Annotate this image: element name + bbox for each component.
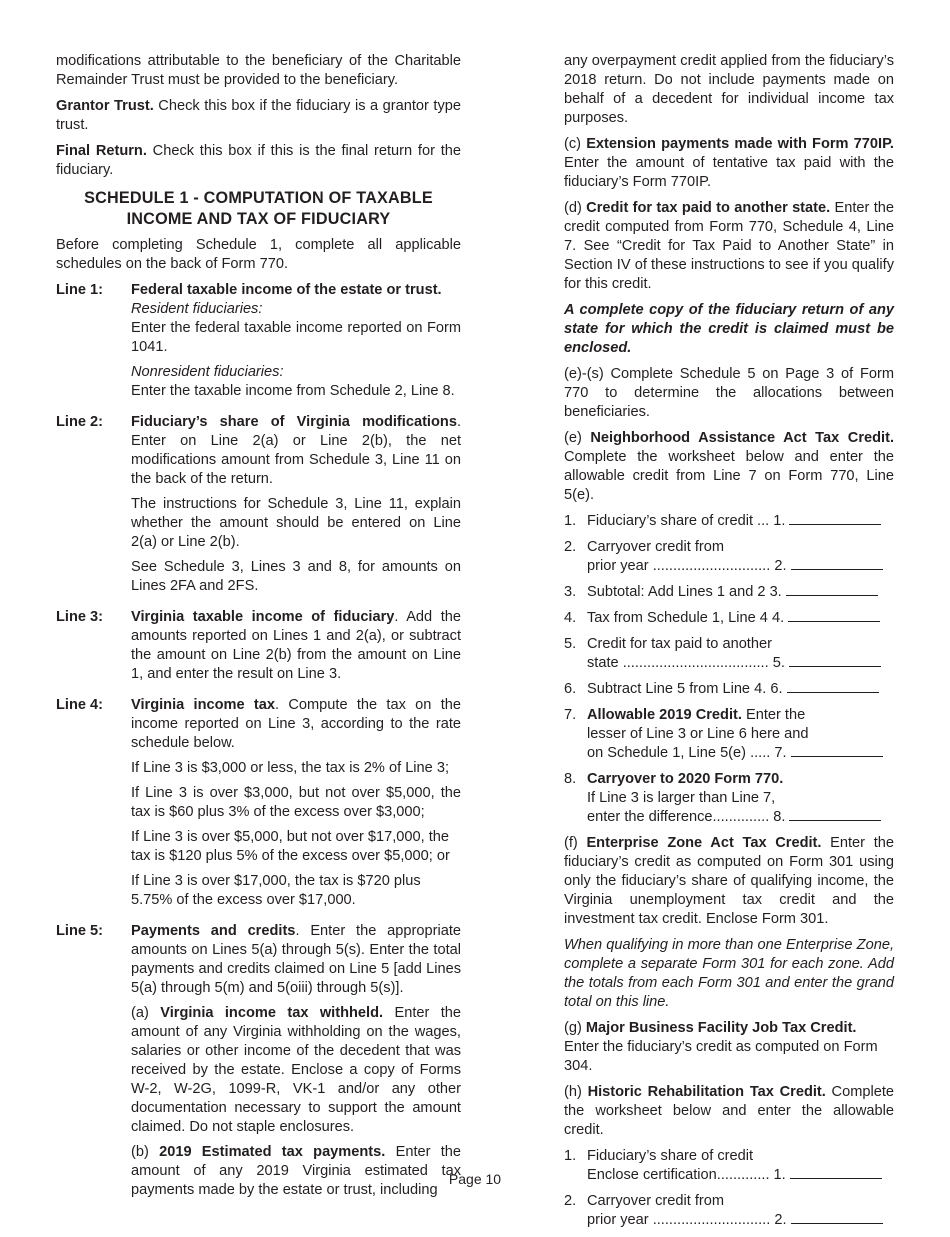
worksheet-line-text: on Schedule 1, Line 5(e) ..... 7.: [587, 745, 787, 761]
line-5b-prefix: (b): [131, 1144, 160, 1160]
worksheet-line-title: Carryover to 2020 Form 770.: [587, 771, 784, 787]
worksheet-line: [564, 706, 894, 763]
grantor-trust-text: Check this box if the fiduciary is a grantor type trust.: [56, 98, 461, 133]
worksheet-line-number: 7.: [564, 707, 577, 723]
line-5b-continuation: any overpayment credit applied from the fiduciary’s 2018 return. Do not include payments made on behalf of a decedent for individual income tax purposes.: [564, 53, 894, 126]
left-column: [56, 52, 461, 1212]
line-5g-paragraph: [564, 1019, 894, 1076]
worksheet-line-text: Fiduciary’s share of credit: [587, 1148, 754, 1164]
grantor-trust-paragraph: [56, 97, 461, 135]
worksheet-line-text: Subtract Line 5 from Line 4. 6.: [587, 681, 783, 697]
nonresident-fiduciaries-heading: Nonresident fiduciaries:: [131, 364, 284, 380]
line-5e-text: Complete the worksheet below and enter the allowable credit from Line 7 on Form 770, Line 5(e).: [564, 449, 894, 503]
worksheet-line-title: Allowable 2019 Credit.: [587, 707, 742, 723]
worksheet-line-text: Carryover credit from: [587, 539, 725, 555]
worksheet-line-text: state .................................... 5.: [587, 655, 785, 671]
worksheet-entry-blank: [787, 680, 879, 693]
line-4-text: . Compute the tax on the income reported on Line 3, according to the rate schedule below.: [131, 697, 461, 751]
worksheet-line-text: Enter the: [741, 707, 806, 723]
line-5d-prefix: (d): [564, 200, 587, 216]
final-return-text: Check this box if this is the final return for the fiduciary.: [56, 143, 461, 178]
line-5e-title: Neighborhood Assistance Act Tax Credit.: [590, 430, 895, 446]
line-2-paragraph-3: See Schedule 3, Lines 3 and 8, for amounts on Lines 2FA and 2FS.: [131, 559, 461, 594]
worksheet-line-text: prior year ............................. 2.: [587, 558, 787, 574]
line-5a-text: Enter the amount of any Virginia withholding on the wages, salaries or other income of the decedent that was received by the estate. Enclose a copy of Forms W-2, W-2G, 1099-R, VK-1 and/or any other documentation necessary to support the amount claimed. Do not staple enclosures.: [131, 1005, 462, 1135]
line-5a-title: Virginia income tax withheld.: [160, 1005, 384, 1021]
worksheet-entry-blank: [791, 1211, 883, 1224]
worksheet-line-number: 8.: [564, 771, 577, 787]
schedule-title-line-2: INCOME AND TAX OF FIDUCIARY: [126, 210, 391, 228]
line-4-title: Virginia income tax: [131, 697, 276, 713]
line-4-label: Line 4:: [56, 697, 104, 713]
line-1-label: Line 1:: [56, 282, 104, 298]
worksheet-line-number: 4.: [564, 610, 577, 626]
line-5d-note: [564, 301, 894, 358]
worksheet-line-text: Fiduciary’s share of credit ... 1.: [587, 513, 786, 529]
line-1-title: Federal taxable income of the estate or trust.: [131, 282, 442, 298]
line-5h-paragraph: [564, 1083, 894, 1140]
line-2-label: Line 2:: [56, 414, 104, 430]
tax-rate-1: If Line 3 is $3,000 or less, the tax is 2% of Line 3;: [131, 760, 450, 776]
line-1-instruction: [56, 281, 461, 407]
worksheet-entry-blank: [789, 654, 881, 667]
worksheet-line: [564, 609, 894, 628]
worksheet-line-text: Credit for tax paid to another: [587, 636, 772, 652]
worksheet-line: [564, 512, 894, 531]
schedule-1-title: [56, 188, 461, 230]
worksheet-line-number: 1.: [564, 513, 577, 529]
tax-rate-2: If Line 3 is over $3,000, but not over $5,000, the tax is $60 plus 3% of the excess over $3,000;: [131, 785, 461, 820]
line-5e-prefix: (e): [564, 430, 591, 446]
line-5-instruction: [56, 922, 461, 1206]
page-number: Page 10: [448, 1171, 502, 1187]
line-5f-note-text: When qualifying in more than one Enterprise Zone, complete a separate Form 301 for each zone. Add the totals from each Form 301 and enter the grand total on this line.: [564, 937, 894, 1010]
worksheet-entry-blank: [788, 609, 880, 622]
worksheet-line: [564, 583, 894, 602]
line-5d-paragraph: [564, 199, 894, 294]
line-5d-note-text: A complete copy of the fiduciary return of any state for which the credit is claimed must be enclosed.: [564, 302, 894, 356]
grantor-trust-label: Grantor Trust.: [56, 98, 154, 114]
worksheet-line-text: lesser of Line 3 or Line 6 here and: [587, 726, 809, 742]
line-5f-title: Enterprise Zone Act Tax Credit.: [586, 835, 822, 851]
worksheet-line: [564, 770, 894, 827]
worksheet-line-text: If Line 3 is larger than Line 7,: [587, 790, 776, 806]
line-5f-text: Enter the fiduciary’s credit as computed on Form 301 using only the fiduciary’s share of qualifying income, the Virginia unemployment tax credit and the investment tax credit. Enclose Form 301.: [564, 835, 894, 927]
line-5h-prefix: (h): [564, 1084, 588, 1100]
worksheet-line: [564, 538, 894, 576]
line-5-title: Payments and credits: [131, 923, 296, 939]
worksheet-entry-blank: [791, 557, 883, 570]
neighborhood-worksheet: [564, 512, 894, 827]
worksheet-line-text: enter the difference.............. 8.: [587, 809, 786, 825]
worksheet-line-number: 3.: [564, 584, 577, 600]
line-2-title: Fiduciary’s share of Virginia modifications: [131, 414, 457, 430]
intro-paragraph: modifications attributable to the beneficiary of the Charitable Remainder Trust must be provided to the beneficiary.: [56, 53, 461, 88]
line-3-label: Line 3:: [56, 609, 104, 625]
line-5c-prefix: (c): [564, 136, 587, 152]
resident-fiduciaries-heading: Resident fiduciaries:: [131, 301, 263, 317]
tax-rate-4: If Line 3 is over $17,000, the tax is $720 plus 5.75% of the excess over $17,000.: [131, 873, 421, 908]
resident-fiduciaries-text: Enter the federal taxable income reported on Form 1041.: [131, 320, 461, 355]
before-completing-paragraph: Before completing Schedule 1, complete all applicable schedules on the back of Form 770.: [56, 237, 461, 272]
worksheet-line-number: 5.: [564, 636, 577, 652]
line-2-paragraph-2: The instructions for Schedule 3, Line 11, explain whether the amount should be entered on Line 2(a) or Line 2(b).: [131, 496, 461, 550]
line-5c-text: Enter the amount of tentative tax paid with the fiduciary’s Form 770IP.: [564, 155, 894, 190]
worksheet-line-number: 2.: [564, 539, 577, 555]
line-3-instruction: [56, 608, 461, 690]
worksheet-line-text: prior year ............................. 2.: [587, 1212, 787, 1228]
tax-rate-3: If Line 3 is over $5,000, but not over $17,000, the tax is $120 plus 5% of the excess over $5,000; or: [131, 829, 450, 864]
line-5d-title: Credit for tax paid to another state.: [586, 200, 831, 216]
worksheet-line-text: Subtotal: Add Lines 1 and 2 3.: [587, 584, 782, 600]
line-5h-text: Complete the worksheet below and enter the allowable credit.: [564, 1084, 895, 1138]
line-4-instruction: [56, 696, 461, 916]
line-5g-title: Major Business Facility Job Tax Credit.: [585, 1020, 857, 1036]
line-5-label: Line 5:: [56, 923, 104, 939]
worksheet-line: [564, 635, 894, 673]
worksheet-line-text: Carryover credit from: [587, 1193, 725, 1209]
right-column: [564, 52, 894, 1237]
line-5c-title: Extension payments made with Form 770IP.: [586, 136, 894, 152]
line-2-text: Enter on Line 2(a) or Line 2(b), the net modifications amount from Schedule 3, Line 11 on the back of the return.: [131, 433, 461, 487]
line-5e-paragraph: [564, 429, 894, 505]
worksheet-entry-blank: [789, 512, 881, 525]
line-5f-paragraph: [564, 834, 894, 929]
worksheet-entry-blank: [789, 808, 881, 821]
line-3-title: Virginia taxable income of fiduciary: [131, 609, 395, 625]
schedule-title-line-1: SCHEDULE 1 - COMPUTATION OF TAXABLE: [84, 189, 433, 207]
final-return-paragraph: [56, 142, 461, 180]
worksheet-line-number: 6.: [564, 681, 577, 697]
line-3-text: . Add the amounts reported on Lines 1 and 2(a), or subtract the amount on Line 2(b) from the amount on Line 1, and enter the result on Line 3.: [131, 609, 461, 682]
worksheet-line-text: Tax from Schedule 1, Line 4 4.: [587, 610, 785, 626]
worksheet-line: [564, 1192, 894, 1230]
line-5g-prefix: (g): [564, 1020, 586, 1036]
final-return-label: Final Return.: [56, 143, 147, 159]
worksheet-entry-blank: [786, 583, 878, 596]
line-5a-prefix: (a): [131, 1005, 161, 1021]
line-5h-title: Historic Rehabilitation Tax Credit.: [587, 1084, 826, 1100]
line-2-instruction: [56, 413, 461, 602]
line-5b-title: 2019 Estimated tax payments.: [159, 1144, 386, 1160]
line-5-text: . Enter the appropriate amounts on Lines 5(a) through 5(s). Enter the total payments and credits claimed on Line 5 [add Lines 5(a) through 5(m) and 5(oiii) through 5(s)].: [131, 923, 461, 996]
worksheet-line-text: Enclose certification............. 1.: [587, 1167, 786, 1183]
line-5e-s-paragraph: (e)-(s) Complete Schedule 5 on Page 3 of Form 770 to determine the allocations between beneficiaries.: [564, 366, 894, 420]
line-5f-note: [564, 936, 894, 1012]
line-5f-prefix: (f): [564, 835, 587, 851]
worksheet-line-number: 1.: [564, 1148, 577, 1164]
line-5d-text: Enter the credit computed from Form 770, Schedule 4, Line 7. See “Credit for Tax Paid to Another State” in Section IV of these instructions to see if you qualify for this credit.: [564, 200, 895, 292]
line-5c-paragraph: [564, 135, 894, 192]
worksheet-line: [564, 680, 894, 699]
worksheet-entry-blank: [791, 744, 883, 757]
line-2-title-end: .: [456, 414, 461, 430]
worksheet-line-number: 2.: [564, 1193, 577, 1209]
line-5a-paragraph: [131, 1004, 461, 1137]
line-5g-text: Enter the fiduciary’s credit as computed on Form 304.: [564, 1039, 878, 1074]
line-5b-text: Enter the amount of any 2019 Virginia estimated tax payments made by the estate or trust, including: [131, 1144, 462, 1198]
nonresident-fiduciaries-text: Enter the taxable income from Schedule 2, Line 8.: [131, 383, 455, 399]
